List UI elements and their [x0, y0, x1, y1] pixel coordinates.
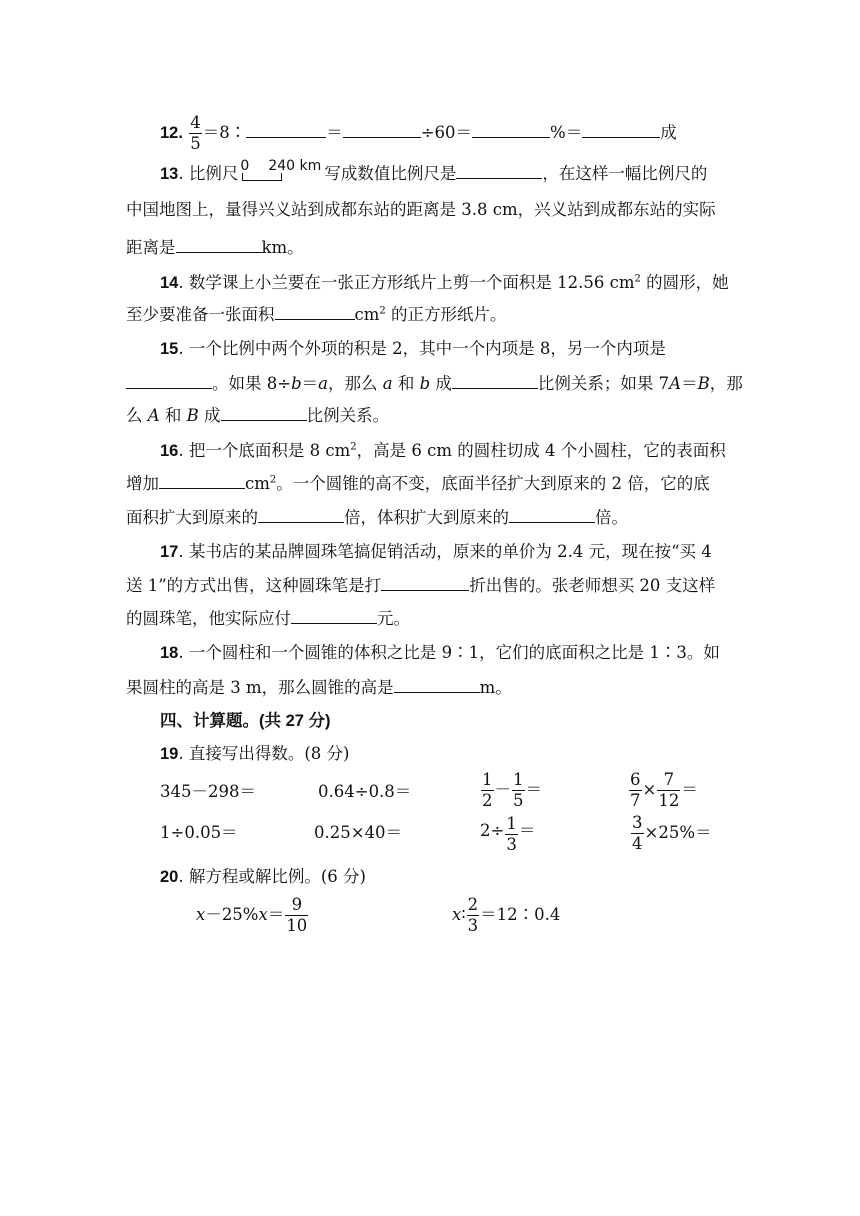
denominator: 2 — [482, 791, 493, 810]
numerator: 7 — [657, 770, 680, 791]
numerator: 1 — [513, 770, 524, 789]
text: 倍。 — [595, 508, 628, 527]
answer-blank[interactable] — [582, 121, 660, 138]
numerator: 4 — [190, 113, 201, 132]
text: 距离是 — [126, 238, 176, 257]
text: ，那么 — [327, 374, 383, 393]
question-number: 17 — [160, 543, 179, 561]
question-13-line-1 — [160, 158, 708, 185]
answer-blank[interactable] — [126, 372, 212, 389]
superscript: 2 — [269, 474, 277, 486]
answer-blank[interactable] — [258, 506, 344, 523]
question-12 — [160, 113, 677, 154]
text: . 某书店的某品牌圆珠笔搞促销活动，原来的单价为 2.4 元，现在按“买 4 — [178, 542, 712, 561]
text: ＝12∶0.4 — [480, 905, 561, 924]
numerator: 1 — [506, 814, 517, 833]
fraction — [631, 813, 644, 854]
section-heading: 四、计算题。(共 27 分) — [160, 712, 331, 730]
text: ，那 — [709, 374, 743, 393]
question-number: 13 — [160, 165, 179, 183]
fraction — [512, 770, 525, 811]
numerator: 6 — [630, 770, 641, 789]
text: . 解方程或解比例。(6 分) — [178, 867, 366, 886]
numerator: 3 — [632, 813, 643, 832]
text: ，高是 6 cm 的圆柱切成 4 个小圆柱，它的表面积 — [356, 441, 726, 460]
text: ＝ — [301, 374, 319, 393]
question-16-line-1 — [160, 440, 726, 462]
question-13-line-3 — [126, 236, 304, 259]
text: . 把一个底面积是 8 cm — [178, 441, 351, 460]
answer-blank[interactable] — [381, 574, 469, 591]
answer-blank[interactable] — [246, 121, 326, 138]
text: 和 — [392, 374, 420, 393]
question-15-line-2 — [126, 372, 743, 395]
denominator: 10 — [286, 916, 308, 935]
text: ＝ — [681, 374, 698, 393]
variable: B — [697, 374, 710, 393]
text: 的圆珠笔，他实际应付 — [126, 609, 291, 628]
superscript: 2 — [350, 441, 357, 453]
scale-bar-figure — [238, 158, 324, 183]
fraction — [657, 770, 680, 811]
question-17-line-2 — [126, 574, 715, 597]
calc-item-f: 0.25×40＝ — [314, 823, 403, 842]
text: km。 — [261, 238, 304, 257]
denominator: 3 — [506, 835, 517, 854]
equals: ＝ — [267, 905, 285, 924]
text: 和 — [159, 406, 187, 425]
text: 比例关系；如果 7 — [537, 374, 670, 393]
equation-2 — [452, 895, 560, 936]
variable: A — [147, 406, 160, 425]
answer-blank[interactable] — [176, 236, 262, 253]
text: ×25%＝ — [644, 823, 712, 842]
calc-item-c — [480, 770, 542, 811]
calc-item-b: 0.64÷0.8＝ — [318, 782, 412, 801]
numerator: 9 — [285, 895, 308, 916]
text: . 比例尺 — [178, 164, 239, 183]
text: 成 — [198, 406, 221, 425]
question-17-line-1 — [160, 541, 712, 563]
variable: A — [669, 374, 682, 393]
text: 写成数值比例尺是 — [324, 164, 457, 183]
equals: ＝ — [525, 780, 542, 799]
answer-blank[interactable] — [343, 121, 421, 138]
text: 果圆柱的高是 3 m，那么圆锥的高是 — [126, 678, 394, 697]
fraction — [629, 770, 642, 811]
calc-item-h — [630, 813, 712, 854]
question-number: 19 — [160, 745, 179, 763]
question-number: 12. — [160, 124, 183, 142]
text: cm — [245, 474, 270, 493]
variable: a — [382, 374, 393, 393]
text: . 数学课上小兰要在一张正方形纸片上剪一个面积是 12.56 cm — [178, 273, 635, 292]
text: 。一个圆锥的高不变，底面半径扩大到原来的 2 倍，它的底 — [276, 474, 710, 493]
answer-blank[interactable] — [456, 162, 542, 179]
fraction — [189, 113, 202, 154]
equals: ＝ — [681, 780, 698, 799]
text: 元。 — [377, 609, 410, 628]
text: ＝8∶ — [202, 123, 247, 142]
scale-zero-label: 0 — [240, 158, 250, 174]
question-number: 20 — [160, 868, 179, 886]
calc-item-a: 345－298＝ — [160, 782, 256, 801]
question-15-line-1 — [160, 338, 666, 360]
operator: － — [494, 780, 511, 799]
text: 比例关系。 — [306, 406, 390, 425]
scale-distance-label: 240 km — [268, 158, 322, 174]
denominator: 5 — [190, 134, 201, 153]
calc-item-d — [628, 770, 698, 811]
text: 的正方形纸片。 — [385, 305, 507, 324]
superscript: 2 — [634, 273, 641, 285]
text: ＝ — [326, 123, 343, 142]
denominator: 4 — [632, 834, 643, 853]
text: 至少要准备一张面积 — [126, 305, 275, 324]
text: . 一个圆柱和一个圆锥的体积之比是 9∶1，它们的底面积之比是 1∶3。如 — [178, 643, 720, 662]
text: m。 — [479, 678, 512, 697]
question-15-line-3 — [126, 404, 389, 427]
operator: × — [642, 780, 657, 799]
answer-blank[interactable] — [509, 506, 595, 523]
answer-blank[interactable] — [159, 472, 245, 489]
question-13-line-2: 中国地图上，量得兴义站到成都东站的距离是 3.8 cm，兴义站到成都东站的实际 — [126, 200, 716, 219]
variable: b — [419, 374, 431, 393]
text: －25% — [205, 905, 259, 924]
question-number: 16 — [160, 442, 179, 460]
scale-bar — [242, 173, 282, 181]
question-18-line-1 — [160, 642, 720, 664]
text: 增加 — [126, 474, 159, 493]
answer-blank[interactable] — [452, 372, 538, 389]
question-18-line-2 — [126, 676, 512, 699]
fraction — [467, 895, 480, 936]
text: . 一个比例中两个外项的积是 2，其中一个内项是 8，另一个内项是 — [178, 339, 666, 358]
question-20-title — [160, 866, 366, 888]
text: 送 1”的方式出售，这种圆珠笔是打 — [126, 576, 382, 595]
numerator: 2 — [467, 895, 479, 914]
text: 成 — [430, 374, 452, 393]
fraction — [285, 895, 308, 936]
text: 成 — [660, 123, 677, 142]
question-16-line-2 — [126, 472, 710, 495]
question-number: 18 — [160, 644, 179, 662]
text: 。如果 8÷ — [212, 374, 292, 393]
answer-blank[interactable] — [275, 303, 355, 320]
text: 2÷ — [480, 821, 505, 840]
text: %＝ — [550, 123, 583, 142]
answer-blank[interactable] — [472, 121, 550, 138]
variable: a — [318, 374, 328, 393]
text: 么 — [126, 406, 148, 425]
answer-blank[interactable] — [221, 404, 307, 421]
text: 折出售的。张老师想买 20 支这样 — [469, 576, 716, 595]
numerator: 1 — [482, 770, 493, 789]
fraction — [505, 814, 518, 855]
fraction — [481, 770, 494, 811]
text: 的圆形，她 — [640, 273, 729, 292]
question-14-line-1 — [160, 272, 729, 294]
denominator: 3 — [467, 916, 479, 935]
question-number: 15 — [160, 340, 179, 358]
text: ÷60＝ — [420, 123, 473, 142]
text: 面积扩大到原来的 — [126, 508, 258, 527]
variable: x — [258, 905, 268, 924]
question-19-title — [160, 743, 349, 765]
equals: ＝ — [518, 821, 536, 840]
superscript: 2 — [379, 305, 386, 317]
variable: x — [196, 905, 206, 924]
denominator: 5 — [513, 791, 524, 810]
variable: B — [186, 406, 199, 425]
variable: b — [291, 374, 302, 393]
question-16-line-3 — [126, 506, 628, 529]
calc-item-g — [480, 814, 535, 855]
equation-1 — [196, 895, 309, 936]
variable: x — [452, 905, 462, 924]
text: cm — [354, 305, 380, 324]
denominator: 12 — [658, 791, 680, 810]
text: . 直接写出得数。(8 分) — [178, 744, 350, 763]
text: ∶ — [461, 905, 466, 924]
answer-blank[interactable] — [394, 676, 480, 693]
question-14-line-2 — [126, 303, 507, 326]
question-number: 14 — [160, 274, 179, 292]
denominator: 7 — [630, 791, 641, 810]
calc-item-e: 1÷0.05＝ — [160, 823, 238, 842]
text: ，在这样一幅比例尺的 — [542, 164, 708, 183]
answer-blank[interactable] — [291, 607, 377, 624]
question-17-line-3 — [126, 607, 410, 630]
text: 倍，体积扩大到原来的 — [344, 508, 509, 527]
